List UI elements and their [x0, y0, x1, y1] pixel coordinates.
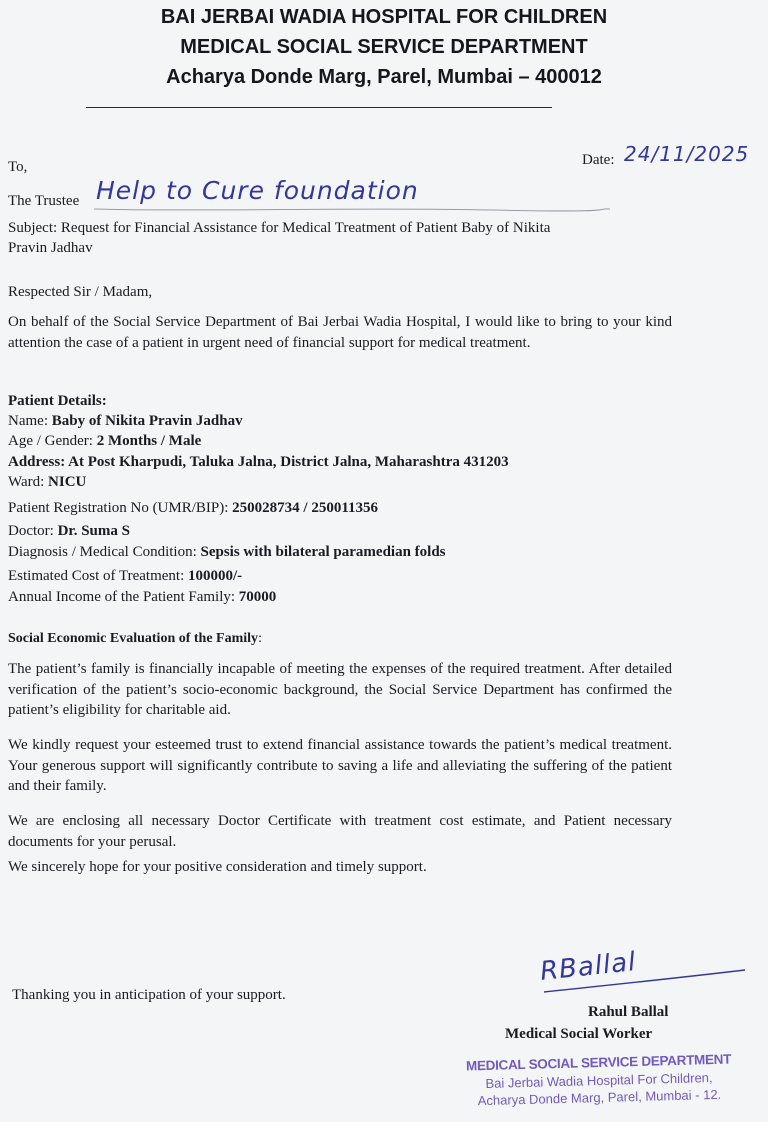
hospital-address: Acharya Donde Marg, Parel, Mumbai – 400012 — [166, 66, 602, 88]
patient-diagnosis-label: Diagnosis / Medical Condition: — [8, 544, 201, 560]
patient-ward-value: NICU — [48, 474, 87, 490]
patient-income-label: Annual Income of the Patient Family: — [8, 589, 239, 605]
patient-income-value: 70000 — [238, 589, 277, 605]
to-line: To, — [8, 159, 28, 175]
patient-doctor-label: Doctor: — [8, 523, 58, 539]
patient-name-row — [8, 411, 243, 431]
patient-income-row — [8, 587, 276, 607]
patient-age-row — [8, 431, 201, 451]
date-label: Date: — [582, 152, 615, 168]
evaluation-paragraph-3: We are enclosing all necessary Doctor Certificate with treatment cost estimate, and Patient necessary documents for your perusal. — [8, 813, 672, 850]
patient-ward-label: Ward: — [8, 474, 49, 490]
evaluation-heading — [8, 629, 262, 649]
evaluation-paragraph-4: We sincerely hope for your positive consideration and timely support. — [8, 859, 427, 875]
header-divider — [86, 107, 552, 108]
evaluation-paragraph-2: We kindly request your esteemed trust to extend financial assistance towards the patient’s medical treatment. Your generous support will significantly contribute to saving a life and alleviating the suffering of the patient and their family. — [8, 737, 672, 794]
patient-doctor-row — [8, 521, 130, 541]
subject-line-1: Subject: Request for Financial Assistance for Medical Treatment of Patient Baby of Nikita — [8, 220, 551, 236]
patient-address: Address: At Post Kharpudi, Taluka Jalna, District Jalna, Maharashtra 431203 — [8, 454, 509, 470]
signer-name: Rahul Ballal — [588, 1004, 669, 1020]
patient-cost-label: Estimated Cost of Treatment: — [8, 568, 188, 584]
salutation: Respected Sir / Madam, — [8, 284, 153, 300]
hospital-name: BAI JERBAI WADIA HOSPITAL FOR CHILDREN — [160, 6, 608, 28]
patient-age-value: 2 Months / Male — [96, 433, 202, 449]
trustee-label: The Trustee — [8, 193, 80, 209]
trustee-name-handwritten: Help to Cure foundation — [96, 176, 419, 205]
department-stamp — [439, 1050, 758, 1110]
signer-title: Medical Social Worker — [505, 1026, 653, 1042]
stamp-line-1: MEDICAL SOCIAL SERVICE DEPARTMENT — [465, 1051, 732, 1074]
evaluation-heading-colon: : — [258, 631, 262, 646]
stamp-line-3: Acharya Donde Marg, Parel, Mumbai - 12. — [477, 1086, 722, 1109]
thanks-line: Thanking you in anticipation of your support. — [12, 987, 286, 1003]
evaluation-paragraph-1: The patient’s family is financially incapable of meeting the expenses of the required treatment. After detailed verification of the patient’s socio-economic background, the Social Service Department has confirmed the patient’s eligibility for charitable aid. — [8, 661, 672, 718]
patient-registration-label: Patient Registration No (UMR/BIP): — [8, 500, 233, 516]
patient-cost-row — [8, 566, 242, 586]
signature: RBallal — [538, 947, 638, 987]
patient-doctor-value: Dr. Suma S — [57, 523, 130, 539]
evaluation-heading-text: Social Economic Evaluation of the Family — [8, 631, 259, 646]
date-handwritten: 24/11/2025 — [624, 142, 750, 166]
patient-age-label: Age / Gender: — [8, 433, 97, 449]
department-name: MEDICAL SOCIAL SERVICE DEPARTMENT — [180, 36, 588, 58]
patient-registration-value: 250028734 / 250011356 — [232, 500, 379, 516]
patient-cost-value: 100000/- — [188, 568, 243, 584]
signature-flourish — [540, 966, 750, 996]
patient-details-heading: Patient Details: — [8, 393, 107, 409]
subject-line-2: Pravin Jadhav — [8, 240, 93, 256]
stamp-line-2: Bai Jerbai Wadia Hospital For Children, — [485, 1070, 713, 1091]
patient-diagnosis-value: Sepsis with bilateral paramedian folds — [200, 544, 446, 560]
trustee-underline — [92, 205, 612, 213]
patient-registration-row — [8, 498, 378, 518]
intro-paragraph: On behalf of the Social Service Department of Bai Jerbai Wadia Hospital, I would like to bring to your kind attention the case of a patient in urgent need of financial support for medical treatment. — [8, 314, 672, 351]
patient-ward-row — [8, 472, 86, 492]
patient-name-value: Baby of Nikita Pravin Jadhav — [51, 413, 243, 429]
patient-name-label: Name: — [8, 413, 52, 429]
patient-diagnosis-row — [8, 542, 446, 562]
